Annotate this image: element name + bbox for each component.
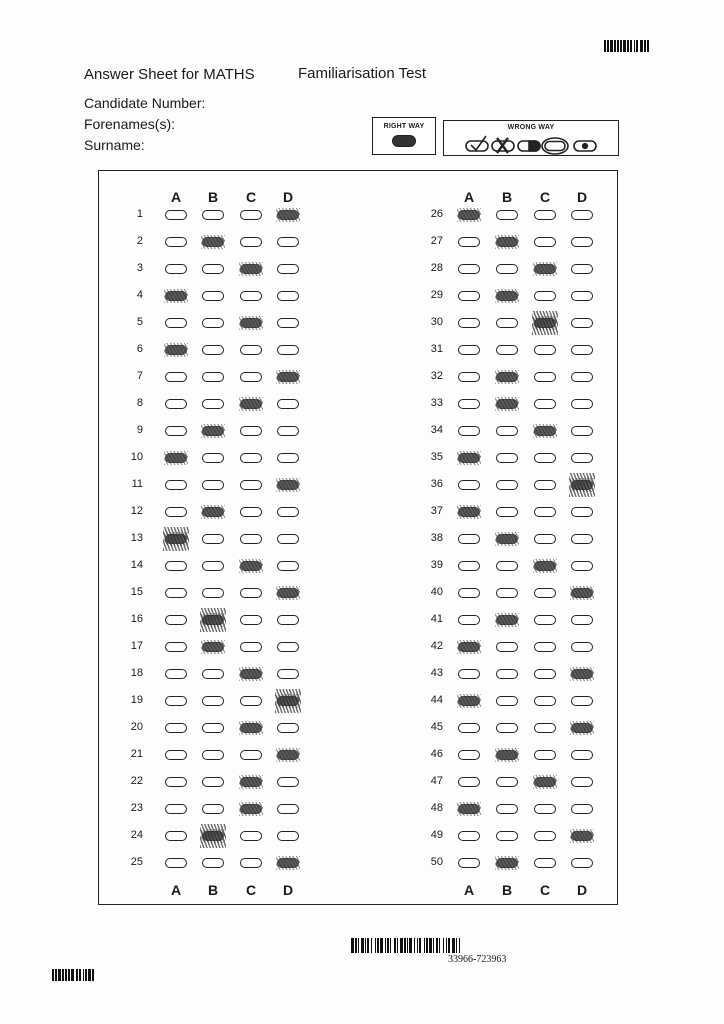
answer-bubble-35-d[interactable] <box>571 453 593 463</box>
answer-bubble-30-c[interactable] <box>534 318 556 328</box>
answer-bubble-33-b[interactable] <box>496 399 518 409</box>
answer-bubble-23-b[interactable] <box>202 804 224 814</box>
answer-bubble-49-b[interactable] <box>496 831 518 841</box>
answer-bubble-7-b[interactable] <box>202 372 224 382</box>
answer-bubble-39-d[interactable] <box>571 561 593 571</box>
answer-bubble-50-d[interactable] <box>571 858 593 868</box>
question-number: 22 <box>130 775 143 787</box>
half-filled-bubble-icon <box>518 141 540 151</box>
answer-bubble-47-a[interactable] <box>458 777 480 787</box>
answer-bubble-33-a[interactable] <box>458 399 480 409</box>
answer-bubble-44-a[interactable] <box>458 696 480 706</box>
option-footer-c: C <box>245 882 257 898</box>
barcode-bar <box>92 969 94 981</box>
answer-bubble-37-a[interactable] <box>458 507 480 517</box>
answer-bubble-19-b[interactable] <box>202 696 224 706</box>
answer-bubble-4-a[interactable] <box>165 291 187 301</box>
answer-bubble-1-b[interactable] <box>202 210 224 220</box>
question-number: 27 <box>430 235 443 247</box>
answer-bubble-47-b[interactable] <box>496 777 518 787</box>
answer-bubble-5-d[interactable] <box>277 318 299 328</box>
answer-bubble-1-d[interactable] <box>277 210 299 220</box>
circled-bubble-icon <box>542 138 568 154</box>
answer-bubble-13-c[interactable] <box>240 534 262 544</box>
question-number: 33 <box>430 397 443 409</box>
answer-bubble-25-b[interactable] <box>202 858 224 868</box>
answer-bubble-21-d[interactable] <box>277 750 299 760</box>
answer-bubble-39-b[interactable] <box>496 561 518 571</box>
answer-bubble-22-a[interactable] <box>165 777 187 787</box>
answer-bubble-22-c[interactable] <box>240 777 262 787</box>
answer-bubble-15-d[interactable] <box>277 588 299 598</box>
answer-bubble-18-a[interactable] <box>165 669 187 679</box>
answer-bubble-24-a[interactable] <box>165 831 187 841</box>
answer-bubble-2-d[interactable] <box>277 237 299 247</box>
wrong-way-legend <box>443 120 619 156</box>
question-number: 1 <box>136 208 143 220</box>
question-number: 25 <box>130 856 143 868</box>
answer-bubble-22-b[interactable] <box>202 777 224 787</box>
answer-bubble-11-d[interactable] <box>277 480 299 490</box>
answer-bubble-38-c[interactable] <box>534 534 556 544</box>
answer-bubble-35-a[interactable] <box>458 453 480 463</box>
forenames-label: Forenames(s): <box>84 116 176 132</box>
answer-bubble-29-b[interactable] <box>496 291 518 301</box>
question-number: 13 <box>130 532 143 544</box>
wrong-way-examples <box>444 133 618 155</box>
answer-bubble-20-a[interactable] <box>165 723 187 733</box>
answer-bubble-27-b[interactable] <box>496 237 518 247</box>
answer-bubble-34-c[interactable] <box>534 426 556 436</box>
option-footer-d: D <box>576 882 588 898</box>
question-number: 26 <box>430 208 443 220</box>
answer-bubble-41-c[interactable] <box>534 615 556 625</box>
answer-bubble-21-b[interactable] <box>202 750 224 760</box>
answer-bubble-17-d[interactable] <box>277 642 299 652</box>
answer-bubble-33-c[interactable] <box>534 399 556 409</box>
filled-bubble-icon <box>392 135 416 147</box>
answer-bubble-2-c[interactable] <box>240 237 262 247</box>
answer-bubble-49-c[interactable] <box>534 831 556 841</box>
question-number: 40 <box>430 586 443 598</box>
answer-bubble-42-b[interactable] <box>496 642 518 652</box>
answer-bubble-26-a[interactable] <box>458 210 480 220</box>
answer-bubble-44-c[interactable] <box>534 696 556 706</box>
answer-bubble-48-c[interactable] <box>534 804 556 814</box>
tick-bubble-icon <box>466 136 488 151</box>
barcode-bar <box>460 938 461 953</box>
answer-bubble-23-a[interactable] <box>165 804 187 814</box>
option-header-d: D <box>282 189 294 205</box>
answer-bubble-9-a[interactable] <box>165 426 187 436</box>
question-number: 6 <box>136 343 143 355</box>
answer-bubble-14-d[interactable] <box>277 561 299 571</box>
answer-bubble-48-d[interactable] <box>571 804 593 814</box>
question-number: 21 <box>130 748 143 760</box>
question-number: 50 <box>430 856 443 868</box>
answer-bubble-49-a[interactable] <box>458 831 480 841</box>
option-header-a: A <box>170 189 182 205</box>
answer-bubble-37-b[interactable] <box>496 507 518 517</box>
answer-bubble-43-b[interactable] <box>496 669 518 679</box>
answer-bubble-15-a[interactable] <box>165 588 187 598</box>
answer-bubble-24-d[interactable] <box>277 831 299 841</box>
question-number: 20 <box>130 721 143 733</box>
question-number: 18 <box>130 667 143 679</box>
answer-bubble-36-b[interactable] <box>496 480 518 490</box>
answer-bubble-25-a[interactable] <box>165 858 187 868</box>
answer-bubble-12-a[interactable] <box>165 507 187 517</box>
answer-bubble-30-a[interactable] <box>458 318 480 328</box>
answer-bubble-38-d[interactable] <box>571 534 593 544</box>
answer-bubble-4-d[interactable] <box>277 291 299 301</box>
question-number: 48 <box>430 802 443 814</box>
question-number: 10 <box>130 451 143 463</box>
answer-bubble-14-b[interactable] <box>202 561 224 571</box>
answer-bubble-19-a[interactable] <box>165 696 187 706</box>
question-number: 49 <box>430 829 443 841</box>
answer-bubble-32-c[interactable] <box>534 372 556 382</box>
answer-bubble-12-b[interactable] <box>202 507 224 517</box>
answer-bubble-13-d[interactable] <box>277 534 299 544</box>
page-title: Answer Sheet for MATHS <box>84 66 255 83</box>
answer-bubble-8-c[interactable] <box>240 399 262 409</box>
answer-bubble-38-a[interactable] <box>458 534 480 544</box>
answer-bubble-35-c[interactable] <box>534 453 556 463</box>
answer-bubble-28-c[interactable] <box>534 264 556 274</box>
candidate-number-label: Candidate Number: <box>84 95 206 111</box>
question-number: 39 <box>430 559 443 571</box>
answer-bubble-43-c[interactable] <box>534 669 556 679</box>
test-type-title: Familiarisation Test <box>298 65 427 82</box>
option-header-a: A <box>463 189 475 205</box>
answer-bubble-46-d[interactable] <box>571 750 593 760</box>
answer-bubble-23-c[interactable] <box>240 804 262 814</box>
answer-bubble-49-d[interactable] <box>571 831 593 841</box>
question-number: 7 <box>136 370 143 382</box>
question-number: 11 <box>131 478 143 490</box>
answer-bubble-7-a[interactable] <box>165 372 187 382</box>
answer-bubble-41-b[interactable] <box>496 615 518 625</box>
answer-bubble-10-a[interactable] <box>165 453 187 463</box>
answer-bubble-14-a[interactable] <box>165 561 187 571</box>
answer-bubble-2-b[interactable] <box>202 237 224 247</box>
answer-bubble-50-c[interactable] <box>534 858 556 868</box>
answer-bubble-45-a[interactable] <box>458 723 480 733</box>
corner-barcode <box>52 969 94 981</box>
question-number: 4 <box>136 289 143 301</box>
wrong-way-label: WRONG WAY <box>507 124 555 131</box>
answer-bubble-5-c[interactable] <box>240 318 262 328</box>
answer-bubble-28-d[interactable] <box>571 264 593 274</box>
question-number: 30 <box>430 316 443 328</box>
answer-bubble-31-c[interactable] <box>534 345 556 355</box>
answer-bubble-14-c[interactable] <box>240 561 262 571</box>
answer-bubble-37-d[interactable] <box>571 507 593 517</box>
answer-bubble-29-c[interactable] <box>534 291 556 301</box>
answer-bubble-6-b[interactable] <box>202 345 224 355</box>
answer-bubble-31-b[interactable] <box>496 345 518 355</box>
option-header-c: C <box>539 189 551 205</box>
answer-bubble-24-c[interactable] <box>240 831 262 841</box>
answer-bubble-15-c[interactable] <box>240 588 262 598</box>
answer-bubble-16-a[interactable] <box>165 615 187 625</box>
answer-bubble-18-d[interactable] <box>277 669 299 679</box>
answer-bubble-7-c[interactable] <box>240 372 262 382</box>
answer-bubble-33-d[interactable] <box>571 399 593 409</box>
answer-bubble-11-a[interactable] <box>165 480 187 490</box>
option-header-b: B <box>501 189 513 205</box>
answer-bubble-41-d[interactable] <box>571 615 593 625</box>
answer-bubble-6-d[interactable] <box>277 345 299 355</box>
answer-bubble-47-c[interactable] <box>534 777 556 787</box>
answer-bubble-3-c[interactable] <box>240 264 262 274</box>
answer-bubble-32-b[interactable] <box>496 372 518 382</box>
answer-bubble-17-b[interactable] <box>202 642 224 652</box>
question-number: 46 <box>430 748 443 760</box>
answer-bubble-47-d[interactable] <box>571 777 593 787</box>
answer-bubble-25-d[interactable] <box>277 858 299 868</box>
answer-bubble-1-a[interactable] <box>165 210 187 220</box>
answer-bubble-10-d[interactable] <box>277 453 299 463</box>
answer-bubble-44-b[interactable] <box>496 696 518 706</box>
answer-bubble-4-c[interactable] <box>240 291 262 301</box>
answer-bubble-19-c[interactable] <box>240 696 262 706</box>
answer-bubble-12-c[interactable] <box>240 507 262 517</box>
bottom-barcode <box>351 938 461 953</box>
question-number: 9 <box>136 424 143 436</box>
answer-bubble-17-a[interactable] <box>165 642 187 652</box>
answer-bubble-30-b[interactable] <box>496 318 518 328</box>
option-footer-b: B <box>501 882 513 898</box>
answer-bubble-29-a[interactable] <box>458 291 480 301</box>
question-number: 24 <box>130 829 143 841</box>
answer-grid <box>98 170 618 905</box>
cross-bubble-icon <box>492 138 514 153</box>
right-way-label: RIGHT WAY <box>383 123 425 130</box>
answer-bubble-37-c[interactable] <box>534 507 556 517</box>
answer-bubble-25-c[interactable] <box>240 858 262 868</box>
answer-bubble-39-c[interactable] <box>534 561 556 571</box>
question-number: 31 <box>430 343 443 355</box>
answer-bubble-10-c[interactable] <box>240 453 262 463</box>
option-header-b: B <box>207 189 219 205</box>
answer-bubble-40-c[interactable] <box>534 588 556 598</box>
answer-bubble-21-c[interactable] <box>240 750 262 760</box>
answer-bubble-6-a[interactable] <box>165 345 187 355</box>
option-footer-a: A <box>170 882 182 898</box>
question-number: 3 <box>136 262 143 274</box>
question-number: 16 <box>130 613 143 625</box>
answer-bubble-48-a[interactable] <box>458 804 480 814</box>
answer-bubble-18-c[interactable] <box>240 669 262 679</box>
answer-bubble-41-a[interactable] <box>458 615 480 625</box>
right-way-legend <box>372 117 436 155</box>
answer-bubble-42-c[interactable] <box>534 642 556 652</box>
answer-bubble-36-c[interactable] <box>534 480 556 490</box>
question-number: 15 <box>130 586 143 598</box>
answer-bubble-43-a[interactable] <box>458 669 480 679</box>
question-number: 36 <box>430 478 443 490</box>
answer-bubble-40-a[interactable] <box>458 588 480 598</box>
answer-bubble-24-b[interactable] <box>202 831 224 841</box>
answer-bubble-36-d[interactable] <box>571 480 593 490</box>
question-number: 32 <box>430 370 443 382</box>
answer-bubble-17-c[interactable] <box>240 642 262 652</box>
option-footer-d: D <box>282 882 294 898</box>
answer-bubble-9-c[interactable] <box>240 426 262 436</box>
answer-bubble-8-d[interactable] <box>277 399 299 409</box>
answer-bubble-20-b[interactable] <box>202 723 224 733</box>
answer-bubble-34-b[interactable] <box>496 426 518 436</box>
question-number: 28 <box>430 262 443 274</box>
dot-bubble-icon <box>574 141 596 151</box>
answer-bubble-3-b[interactable] <box>202 264 224 274</box>
answer-bubble-11-b[interactable] <box>202 480 224 490</box>
answer-bubble-30-d[interactable] <box>571 318 593 328</box>
answer-bubble-32-d[interactable] <box>571 372 593 382</box>
question-number: 19 <box>130 694 143 706</box>
answer-bubble-27-a[interactable] <box>458 237 480 247</box>
answer-bubble-46-c[interactable] <box>534 750 556 760</box>
answer-bubble-5-a[interactable] <box>165 318 187 328</box>
answer-bubble-20-d[interactable] <box>277 723 299 733</box>
answer-bubble-11-c[interactable] <box>240 480 262 490</box>
answer-bubble-44-d[interactable] <box>571 696 593 706</box>
answer-bubble-28-a[interactable] <box>458 264 480 274</box>
question-number: 47 <box>430 775 443 787</box>
question-number: 5 <box>136 316 143 328</box>
answer-bubble-16-d[interactable] <box>277 615 299 625</box>
answer-bubble-39-a[interactable] <box>458 561 480 571</box>
answer-bubble-9-d[interactable] <box>277 426 299 436</box>
answer-bubble-40-b[interactable] <box>496 588 518 598</box>
answer-bubble-32-a[interactable] <box>458 372 480 382</box>
answer-bubble-35-b[interactable] <box>496 453 518 463</box>
answer-bubble-26-b[interactable] <box>496 210 518 220</box>
answer-bubble-36-a[interactable] <box>458 480 480 490</box>
answer-bubble-15-b[interactable] <box>202 588 224 598</box>
answer-bubble-28-b[interactable] <box>496 264 518 274</box>
option-footer-a: A <box>463 882 475 898</box>
answer-bubble-7-d[interactable] <box>277 372 299 382</box>
answer-bubble-27-d[interactable] <box>571 237 593 247</box>
question-number: 29 <box>430 289 443 301</box>
top-barcode <box>604 40 649 52</box>
question-number: 41 <box>430 613 443 625</box>
question-number: 37 <box>430 505 443 517</box>
surname-label: Surname: <box>84 137 145 153</box>
answer-bubble-3-a[interactable] <box>165 264 187 274</box>
answer-bubble-23-d[interactable] <box>277 804 299 814</box>
question-number: 23 <box>130 802 143 814</box>
answer-bubble-6-c[interactable] <box>240 345 262 355</box>
answer-bubble-40-d[interactable] <box>571 588 593 598</box>
answer-bubble-43-d[interactable] <box>571 669 593 679</box>
answer-bubble-8-a[interactable] <box>165 399 187 409</box>
answer-bubble-2-a[interactable] <box>165 237 187 247</box>
option-header-c: C <box>245 189 257 205</box>
answer-bubble-46-b[interactable] <box>496 750 518 760</box>
answer-bubble-34-d[interactable] <box>571 426 593 436</box>
question-number: 38 <box>430 532 443 544</box>
option-footer-b: B <box>207 882 219 898</box>
answer-bubble-26-d[interactable] <box>571 210 593 220</box>
answer-bubble-19-d[interactable] <box>277 696 299 706</box>
question-number: 8 <box>136 397 143 409</box>
question-number: 44 <box>430 694 443 706</box>
answer-bubble-9-b[interactable] <box>202 426 224 436</box>
answer-bubble-22-d[interactable] <box>277 777 299 787</box>
answer-bubble-29-d[interactable] <box>571 291 593 301</box>
answer-bubble-5-b[interactable] <box>202 318 224 328</box>
answer-bubble-13-b[interactable] <box>202 534 224 544</box>
question-number: 42 <box>430 640 443 652</box>
answer-bubble-16-b[interactable] <box>202 615 224 625</box>
answer-bubble-50-a[interactable] <box>458 858 480 868</box>
barcode-number: 33966-723963 <box>448 954 507 965</box>
answer-bubble-50-b[interactable] <box>496 858 518 868</box>
answer-bubble-8-b[interactable] <box>202 399 224 409</box>
question-number: 14 <box>130 559 143 571</box>
answer-bubble-12-d[interactable] <box>277 507 299 517</box>
answer-bubble-4-b[interactable] <box>202 291 224 301</box>
question-number: 2 <box>136 235 143 247</box>
answer-bubble-10-b[interactable] <box>202 453 224 463</box>
question-number: 35 <box>430 451 443 463</box>
answer-bubble-20-c[interactable] <box>240 723 262 733</box>
question-number: 43 <box>430 667 443 679</box>
answer-bubble-48-b[interactable] <box>496 804 518 814</box>
option-footer-c: C <box>539 882 551 898</box>
answer-bubble-45-c[interactable] <box>534 723 556 733</box>
answer-bubble-1-c[interactable] <box>240 210 262 220</box>
question-number: 34 <box>430 424 443 436</box>
option-header-d: D <box>576 189 588 205</box>
question-number: 12 <box>130 505 143 517</box>
answer-bubble-16-c[interactable] <box>240 615 262 625</box>
answer-bubble-42-a[interactable] <box>458 642 480 652</box>
answer-bubble-38-b[interactable] <box>496 534 518 544</box>
answer-bubble-3-d[interactable] <box>277 264 299 274</box>
answer-bubble-34-a[interactable] <box>458 426 480 436</box>
barcode-bar <box>647 40 649 52</box>
answer-bubble-46-a[interactable] <box>458 750 480 760</box>
answer-bubble-21-a[interactable] <box>165 750 187 760</box>
answer-bubble-13-a[interactable] <box>165 534 187 544</box>
answer-bubble-42-d[interactable] <box>571 642 593 652</box>
answer-bubble-18-b[interactable] <box>202 669 224 679</box>
answer-bubble-45-b[interactable] <box>496 723 518 733</box>
answer-bubble-26-c[interactable] <box>534 210 556 220</box>
answer-bubble-31-a[interactable] <box>458 345 480 355</box>
answer-bubble-45-d[interactable] <box>571 723 593 733</box>
answer-bubble-31-d[interactable] <box>571 345 593 355</box>
question-number: 45 <box>430 721 443 733</box>
answer-bubble-27-c[interactable] <box>534 237 556 247</box>
question-number: 17 <box>130 640 143 652</box>
